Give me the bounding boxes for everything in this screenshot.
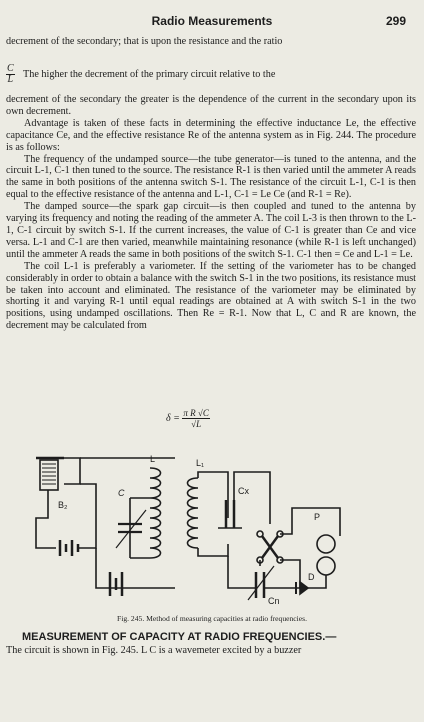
fraction-c-over-l xyxy=(6,64,15,85)
buzzer-wire xyxy=(64,458,80,484)
figure-caption: Fig. 245. Method of measuring capacities at radio frequencies. xyxy=(117,614,307,623)
formula-fraction xyxy=(182,408,209,429)
running-header: Radio Measurements xyxy=(151,14,273,28)
text-line: decrement of the secondary; that is upon the resistance and the ratio xyxy=(6,36,283,47)
paragraph-3: The frequency of the undamped source—the tube generator—is tuned to the antenna, and the circuit L-1, C-1 then tuned to the source. The resistance R-1 is then varied until the ammeter A reads the same in both positions of the antenna switch S-1. The resistance of the circuit L-1, C-1 is then equal to the effective resistance of the antenna and L-1, C-1 = Le Ce (and R-1 = Re). xyxy=(6,153,416,201)
fraction-tail-text: The higher the decrement of the primary circuit relative to the xyxy=(23,68,276,80)
coil-l1-icon xyxy=(188,478,199,548)
battery-wire xyxy=(78,484,96,548)
capacitor-leads xyxy=(130,498,150,558)
fraction-line xyxy=(6,64,416,85)
left-wire xyxy=(36,490,56,548)
label-cx: Cx xyxy=(238,486,249,496)
cn-arrow-icon xyxy=(248,566,274,600)
formula-numerator: π R √C xyxy=(183,408,209,418)
paragraph-2: Advantage is taken of these facts in determining the effective inductance Le, the effective capacitance Ce, and the effective resistance Re of the antenna system as in Fig. 244. The procedure is as follows: xyxy=(6,117,416,153)
l1-wire xyxy=(198,472,228,556)
page-number: 299 xyxy=(385,14,406,28)
variable-arrow-icon xyxy=(116,510,146,548)
fraction-numerator: C xyxy=(7,63,14,74)
detector-diode-icon xyxy=(300,582,308,594)
paragraph-4: The damped source—the spark gap circuit—is then coupled and tuned to the antenna by varying its frequency and noting the reading of the ammeter A. The coil L-3 is then thrown to the L-1, C-1 circuit by switch S-1. If the current increases, the value of C-1 is greater than Ce and vice versa. L-1 and C-1 are then varied, meanwhile maintaining resonance (while R-1 is left unchanged) until the ammeter A reads the same in both positions of the switch S-1. C-1 then = Ce and L-1 = Le. xyxy=(6,201,416,260)
paragraph-1-rest: decrement of the secondary the greater is the dependence of the current in the secondary upon its own decrement. xyxy=(6,94,416,117)
label-d: D xyxy=(308,572,315,582)
coil-l-icon xyxy=(150,468,161,558)
label-l1: L₁ xyxy=(196,458,205,468)
body-paragraphs xyxy=(6,94,416,332)
decrement-formula xyxy=(166,408,216,429)
fraction-denominator: L xyxy=(7,74,14,85)
formula-lhs: δ = xyxy=(166,412,180,424)
phone-earpiece-icon xyxy=(317,557,335,575)
phone-wire xyxy=(280,508,340,536)
label-l: L xyxy=(150,454,156,464)
formula-denominator: √L xyxy=(191,419,202,429)
buzzer-winding-icon xyxy=(42,464,56,484)
section-first-line: The circuit is shown in Fig. 245. L C is a wavemeter excited by a buzzer xyxy=(6,645,302,656)
section-heading: MEASUREMENT OF CAPACITY AT RADIO FREQUENCIES.— xyxy=(22,631,337,643)
label-b2: B₂ xyxy=(58,500,68,510)
paragraph-5: The coil L-1 is preferably a variometer. If the setting of the variometer has to be changed considerably in order to obtain a balance with the switch S-1 in the two positions, its resistance must be taken into account and eliminated. The resistance of the variometer may be eliminated by shorting it and varying R-1 until equal readings are obtained at A with switch S-1 in the two positions, using undamped oscillations. Then Re = R-1. Now that L, C and R are known, the decrement may be calculated from xyxy=(6,260,416,332)
circuit-diagram xyxy=(30,448,350,608)
label-p: P xyxy=(314,512,321,522)
label-cn: Cn xyxy=(268,596,280,606)
line-one xyxy=(6,36,416,48)
phone-earpiece-icon xyxy=(317,535,335,553)
label-c: C xyxy=(118,488,125,498)
